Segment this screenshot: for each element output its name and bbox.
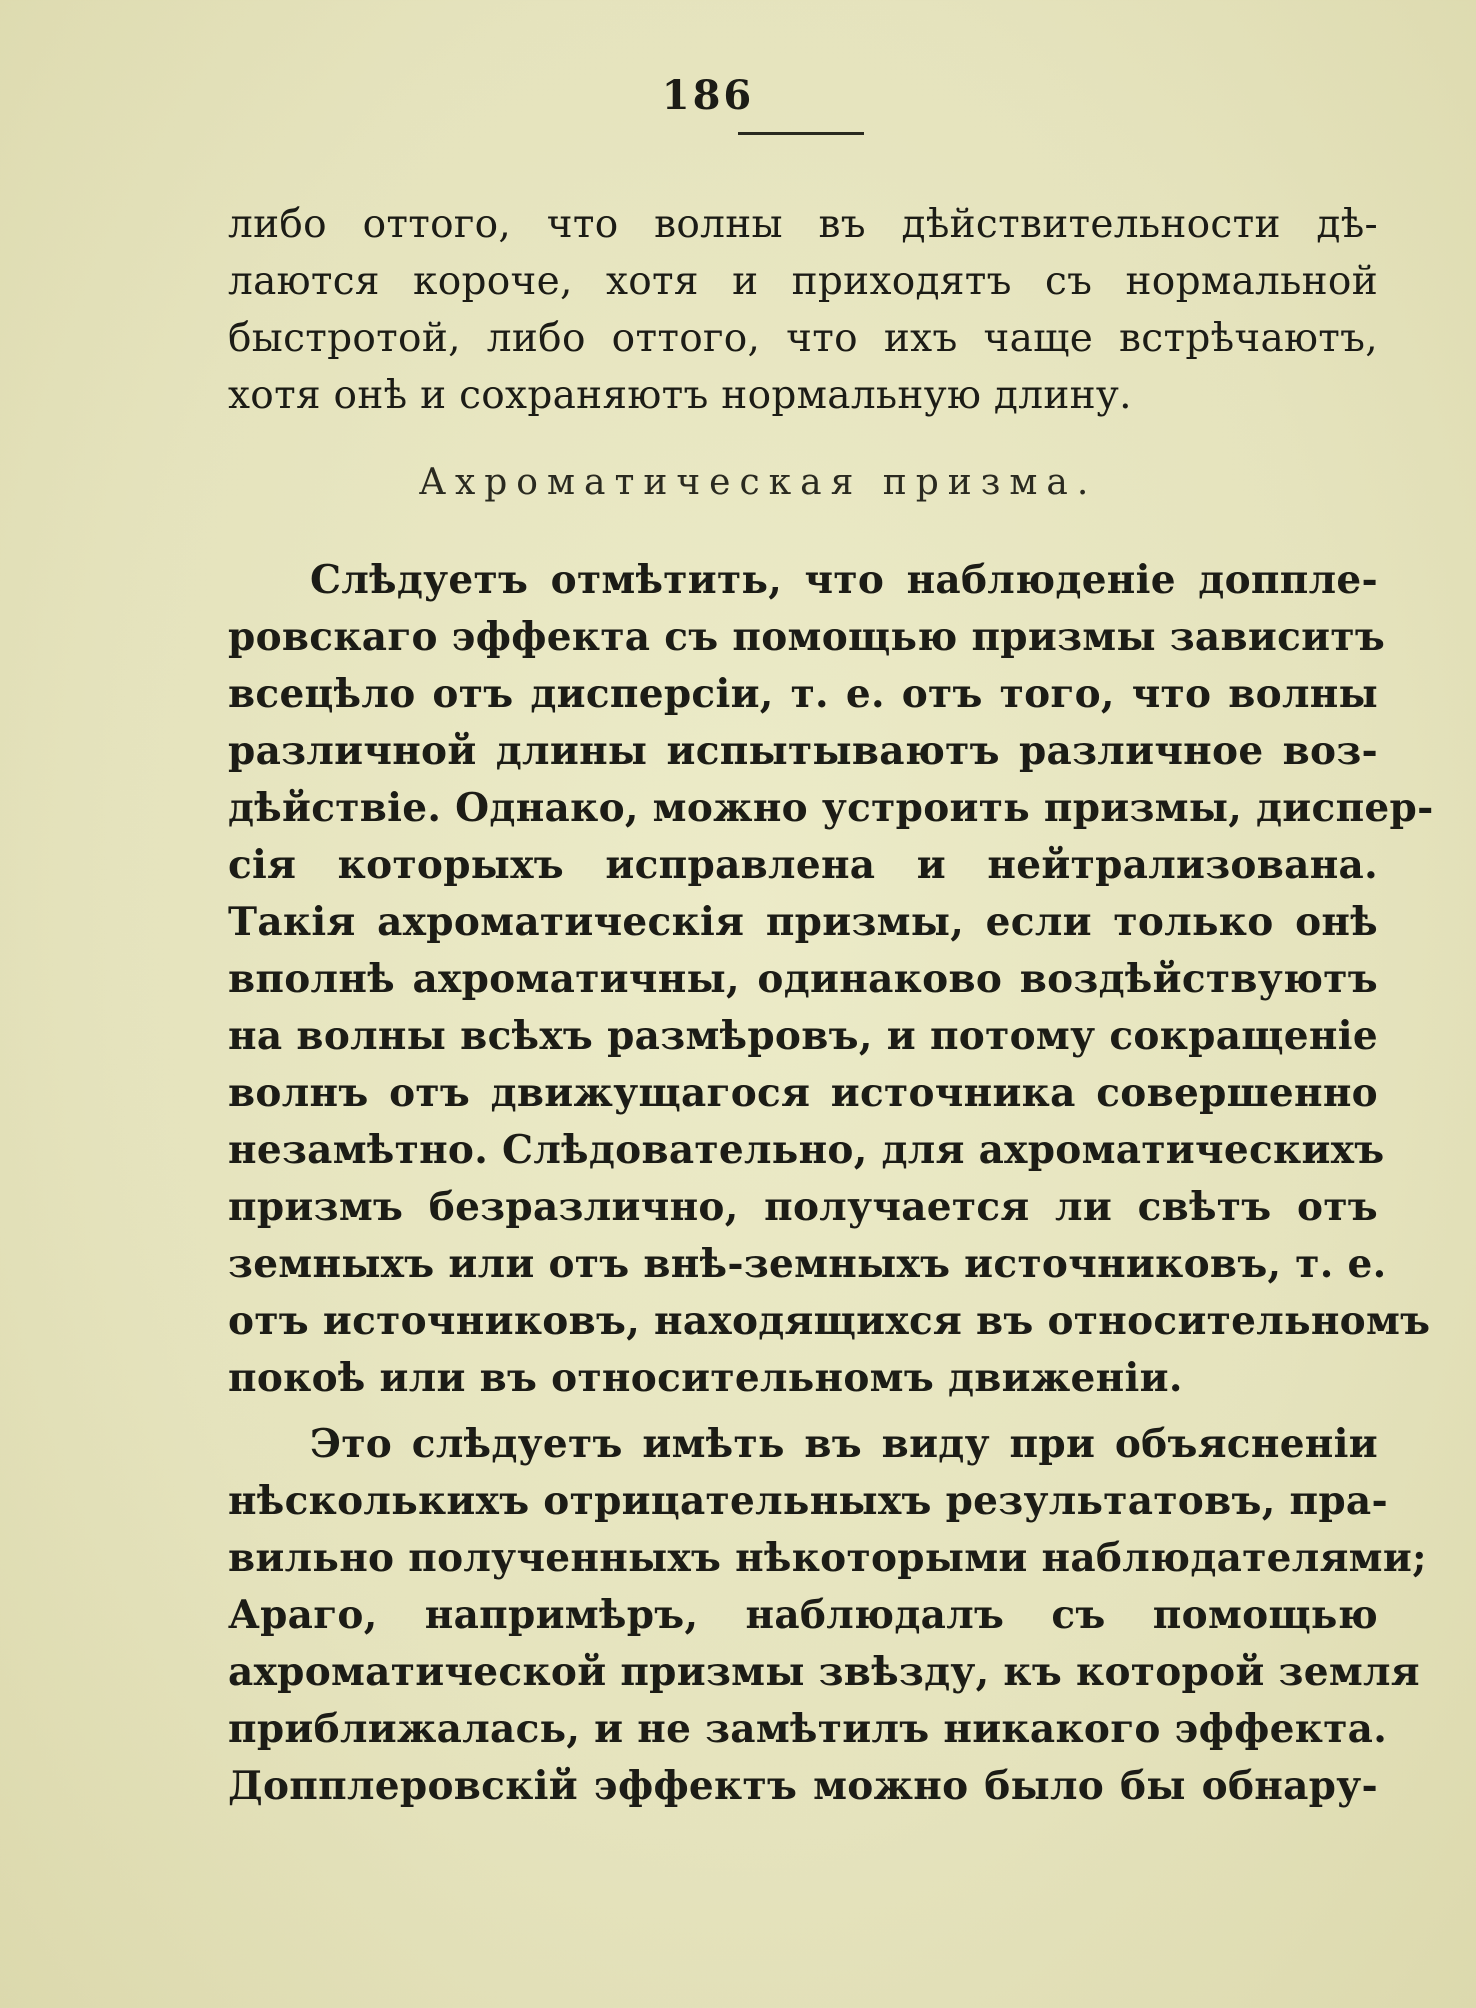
text-line: Такія ахроматическія призмы, если только онѣ xyxy=(228,899,1378,945)
paragraph-arago xyxy=(228,1416,1427,1815)
text-line: на волны всѣхъ размѣровъ, и потому сокращеніе xyxy=(228,1013,1378,1059)
text-line: вполнѣ ахроматичны, одинаково воздѣйствуютъ xyxy=(228,956,1378,1002)
text-line: покоѣ или въ относительномъ движеніи. xyxy=(228,1355,1183,1401)
text-line: либо оттого, что волны въ дѣйствительности дѣ- xyxy=(228,202,1378,247)
text-line: хотя онѣ и сохраняютъ нормальную длину. xyxy=(228,373,1132,418)
text-line: различной длины испытываютъ различное воз- xyxy=(228,728,1378,774)
text-line: быстротой, либо оттого, что ихъ чаще встрѣчаютъ, xyxy=(228,316,1378,361)
page-number: 186 xyxy=(661,72,755,119)
text-line: земныхъ или отъ внѣ-земныхъ источниковъ, т. е. xyxy=(228,1241,1387,1287)
text-line: Допплеровскій эффектъ можно было бы обнару- xyxy=(228,1763,1378,1809)
text-line: нѣсколькихъ отрицательныхъ результатовъ, пра- xyxy=(228,1478,1388,1524)
text-line: Араго, напримѣръ, наблюдалъ съ помощью xyxy=(228,1592,1378,1638)
text-line: вильно полученныхъ нѣкоторыми наблюдателями; xyxy=(228,1535,1427,1581)
text-line: лаются короче, хотя и приходятъ съ нормальной xyxy=(228,259,1378,304)
text-line: Слѣдуетъ отмѣтить, что наблюденіе доппле- xyxy=(310,557,1378,603)
text-line: ахроматической призмы звѣзду, къ которой земля xyxy=(228,1649,1420,1695)
text-line: отъ источниковъ, находящихся въ относительномъ xyxy=(228,1298,1431,1344)
text-line: приближалась, и не замѣтилъ никакого эффекта. xyxy=(228,1706,1388,1752)
section-heading: Ахроматическая призма. xyxy=(418,462,1098,503)
text-line: сія которыхъ исправлена и нейтрализована. xyxy=(228,842,1378,888)
paragraph-achromatic-prism xyxy=(228,552,1434,1407)
text-line: незамѣтно. Слѣдовательно, для ахроматическихъ xyxy=(228,1127,1385,1173)
page-number-rule xyxy=(738,132,864,135)
text-line: призмъ безразлично, получается ли свѣтъ отъ xyxy=(228,1184,1378,1230)
text-line: дѣйствіе. Однако, можно устроить призмы, диспер- xyxy=(228,785,1434,831)
text-line: ровскаго эффекта съ помощью призмы зависитъ xyxy=(228,614,1386,660)
text-line: всецѣло отъ дисперсіи, т. е. отъ того, что волны xyxy=(228,671,1378,717)
text-line: Это слѣдуетъ имѣть въ виду при объясненіи xyxy=(310,1421,1378,1467)
text-line: волнъ отъ движущагося источника совершенно xyxy=(228,1070,1378,1116)
paragraph-continuation xyxy=(228,196,1378,424)
